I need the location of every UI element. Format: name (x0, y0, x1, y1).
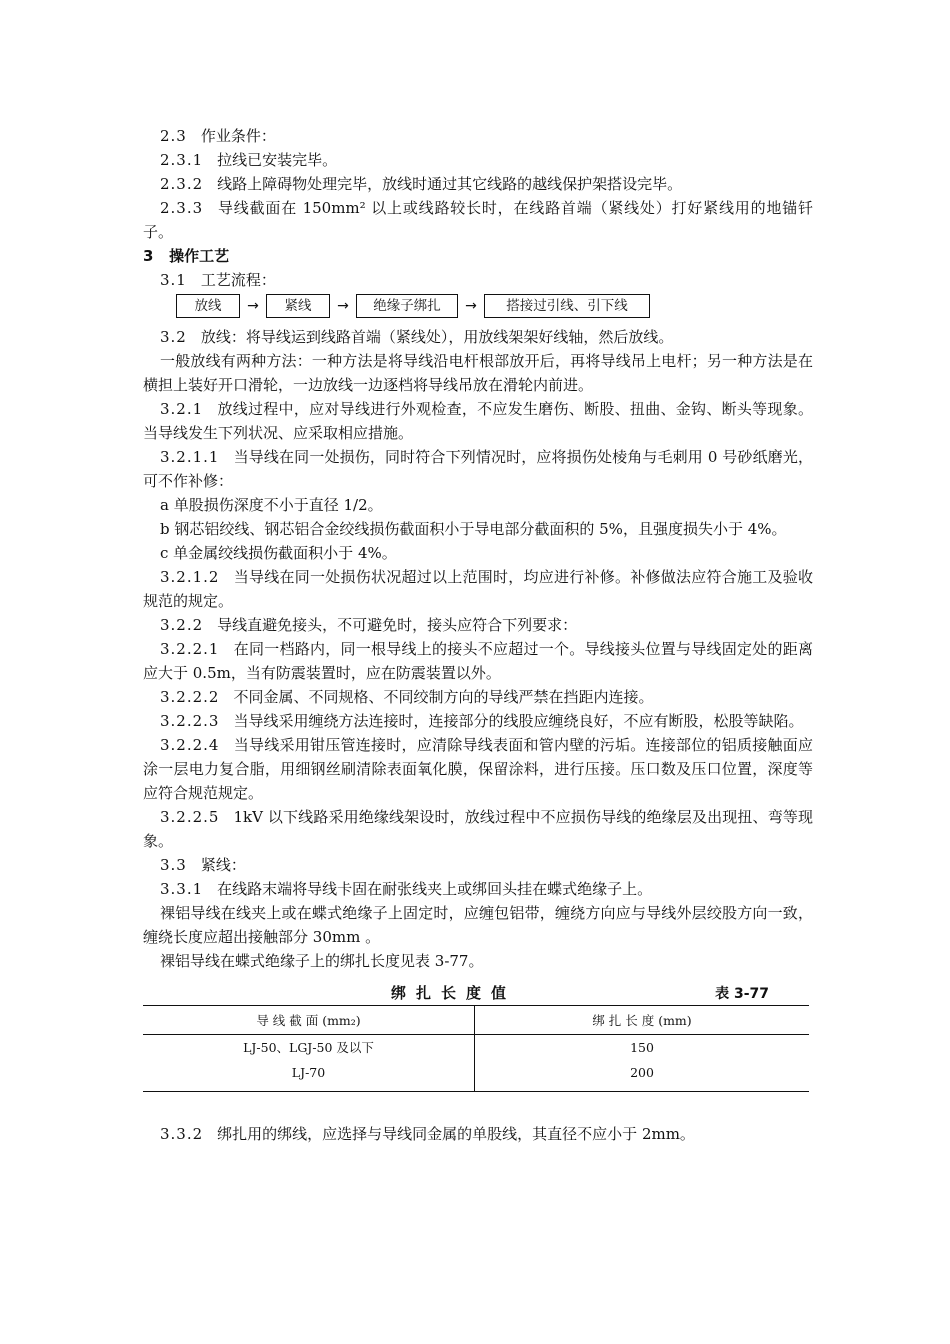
clause-text: 工艺流程： (200, 271, 276, 289)
flow-arrow-icon: → (337, 298, 349, 314)
clause-number: 3.2.2.4 (160, 736, 220, 754)
paragraph-3-2-2-1 (143, 637, 813, 685)
flow-step-lead-wire: 搭接过引线、引下线 (484, 294, 650, 318)
paragraph-2-3 (143, 124, 813, 148)
clause-text: 拉线已安装完毕。 (217, 151, 338, 169)
paragraph-3-2-2-4 (143, 733, 813, 805)
clause-text: 在线路末端将导线卡固在耐张线夹上或绑回头挂在蝶式绝缘子上。 (217, 880, 653, 898)
clause-text: 导线截面在 150mm² 以上或线路较长时，在线路首端（紧线处）打好紧线用的地锚钎子。 (143, 199, 813, 241)
clause-text: 当导线采用钳压管连接时，应清除导线表面和管内壁的污垢。连接部位的铝质接触面应涂一层电力复合脂，用细钢丝刷清除表面氧化膜，保留涂料，进行压接。压口数及压口位置，深度等应符合规范规定。 (143, 736, 813, 802)
table-cell: LJ-50、LGJ-50 及以下 (143, 1035, 475, 1060)
flow-arrow-icon: → (247, 298, 259, 314)
paragraph-2-3-2 (143, 172, 813, 196)
flow-step-fangxian: 放线 (176, 294, 240, 318)
clause-text: b 钢芯铝绞线、钢芯铝合金绞线损伤截面积小于导电部分截面积的 5%，且强度损失小于 4%。 (160, 520, 787, 538)
flow-arrow-icon: → (465, 298, 477, 314)
flow-step-jinxian: 紧线 (266, 294, 330, 318)
clause-text: 当导线在同一处损伤状况超过以上范围时，均应进行补修。补修做法应符合施工及验收规范的规定。 (143, 568, 813, 610)
clause-text: 1kV 以下线路采用绝缘线架设时，放线过程中不应损伤导线的绝缘层及出现扭、弯等现象。 (143, 808, 813, 850)
clause-number: 3.2.2.3 (160, 712, 220, 730)
paragraph-3-3 (143, 853, 813, 877)
paragraph-3-2-1 (143, 397, 813, 445)
clause-text: 线路上障碍物处理完毕，放线时通过其它线路的越线保护架搭设完毕。 (217, 175, 683, 193)
clause-number: 3.2.1 (160, 400, 204, 418)
table-cell: 150 (630, 1039, 654, 1055)
clause-text: 裸铝导线在线夹上或在蝶式绝缘子上固定时，应缠包铝带，缠绕方向应与导线外层绞股方向一致，缠绕长度应超出接触部分 30mm 。 (143, 904, 813, 946)
clause-text: 在同一档路内，同一根导线上的接头不应超过一个。导线接头位置与导线固定处的距离应大于 0.5m，当有防震装置时，应在防震装置以外。 (143, 640, 813, 682)
clause-text: 不同金属、不同规格、不同绞制方向的导线严禁在挡距内连接。 (233, 688, 654, 706)
clause-text: 放线过程中，应对导线进行外观检查，不应发生磨伤、断股、扭曲、金钩、断头等现象。当导线发生下列状况、应采取相应措施。 (143, 400, 813, 442)
clause-number: 2.3.3 (160, 199, 204, 217)
table-header-row (143, 1006, 809, 1035)
paragraph-2-3-3 (143, 196, 813, 244)
clause-text: 一般放线有两种方法：一种方法是将导线沿电杆根部放开后，再将导线吊上电杆；另一种方法是在横担上装好开口滑轮，一边放线一边逐档将导线吊放在滑轮内前进。 (143, 352, 813, 394)
paragraph-3-2-2-3 (143, 709, 813, 733)
paragraph-3-2 (143, 325, 813, 349)
flow-step-insulator: 绝缘子绑扎 (356, 294, 458, 318)
clause-number: 3.2.2 (160, 616, 204, 634)
clause-number: 3.2.1.1 (160, 448, 220, 466)
clause-text: 导线直避免接头，不可避免时，接头应符合下列要求： (217, 616, 578, 634)
table-cell: LJ-70 (143, 1059, 475, 1092)
paragraph (143, 901, 813, 949)
table-row (143, 1059, 809, 1092)
paragraph-3-3-2 (143, 1122, 813, 1146)
table-title: 绑扎长度值 (391, 984, 517, 1002)
clause-text: c 单金属绞线损伤截面积小于 4%。 (160, 544, 397, 562)
binding-length-table (143, 1005, 809, 1092)
paragraph-3-2-2-5 (143, 805, 813, 853)
column-header-section: 导 线 截 面 (mm₂) (143, 1006, 475, 1035)
table-caption (143, 979, 813, 1003)
column-header-length: 绑 扎 长 度 (mm) (475, 1006, 810, 1035)
clause-text: 紧线： (200, 856, 246, 874)
section-3-heading (143, 244, 813, 268)
table-number: 表 3-77 (715, 986, 769, 1002)
clause-number: 3.3.1 (160, 880, 204, 898)
paragraph-3-3-1 (143, 877, 813, 901)
clause-text: a 单股损伤深度不小于直径 1/2。 (160, 496, 383, 514)
clause-number: 3.1 (160, 271, 187, 289)
paragraph-3-2-1-2 (143, 565, 813, 613)
process-flowchart (176, 293, 813, 319)
list-item-c (143, 541, 813, 565)
paragraph-3-2-2-2 (143, 685, 813, 709)
clause-number: 2.3 (160, 127, 187, 145)
clause-text: 作业条件： (200, 127, 276, 145)
clause-number: 3.2.2.5 (160, 808, 220, 826)
section-title: 操作工艺 (169, 247, 230, 265)
clause-number: 3.2.2.1 (160, 640, 220, 658)
paragraph (143, 949, 813, 973)
clause-number: 3.2 (160, 328, 187, 346)
table-row (143, 1035, 809, 1060)
paragraph-3-2-2 (143, 613, 813, 637)
list-item-a (143, 493, 813, 517)
clause-number: 2.3.2 (160, 175, 204, 193)
clause-text: 绑扎用的绑线，应选择与导线同金属的单股线，其直径不应小于 2mm。 (217, 1125, 695, 1143)
paragraph (143, 349, 813, 397)
clause-number: 3.2.2.2 (160, 688, 220, 706)
clause-text: 当导线采用缠绕方法连接时，连接部分的线股应缠绕良好，不应有断股，松股等缺陷。 (233, 712, 804, 730)
clause-text: 裸铝导线在蝶式绝缘子上的绑扎长度见表 3-77。 (160, 952, 484, 970)
paragraph-3-1 (143, 268, 813, 292)
paragraph-2-3-1 (143, 148, 813, 172)
list-item-b (143, 517, 813, 541)
section-number: 3 (143, 247, 154, 265)
clause-number: 3.2.1.2 (160, 568, 220, 586)
clause-number: 3.3 (160, 856, 187, 874)
paragraph-3-2-1-1 (143, 445, 813, 493)
clause-text: 放线：将导线运到线路首端（紧线处），用放线架架好线轴，然后放线。 (200, 328, 674, 346)
document-page (143, 124, 813, 1146)
table-cell: 200 (630, 1064, 654, 1080)
clause-number: 2.3.1 (160, 151, 204, 169)
clause-text: 当导线在同一处损伤，同时符合下列情况时，应将损伤处棱角与毛刺用 0 号砂纸磨光，可不作补修： (143, 448, 813, 490)
clause-number: 3.3.2 (160, 1125, 204, 1143)
